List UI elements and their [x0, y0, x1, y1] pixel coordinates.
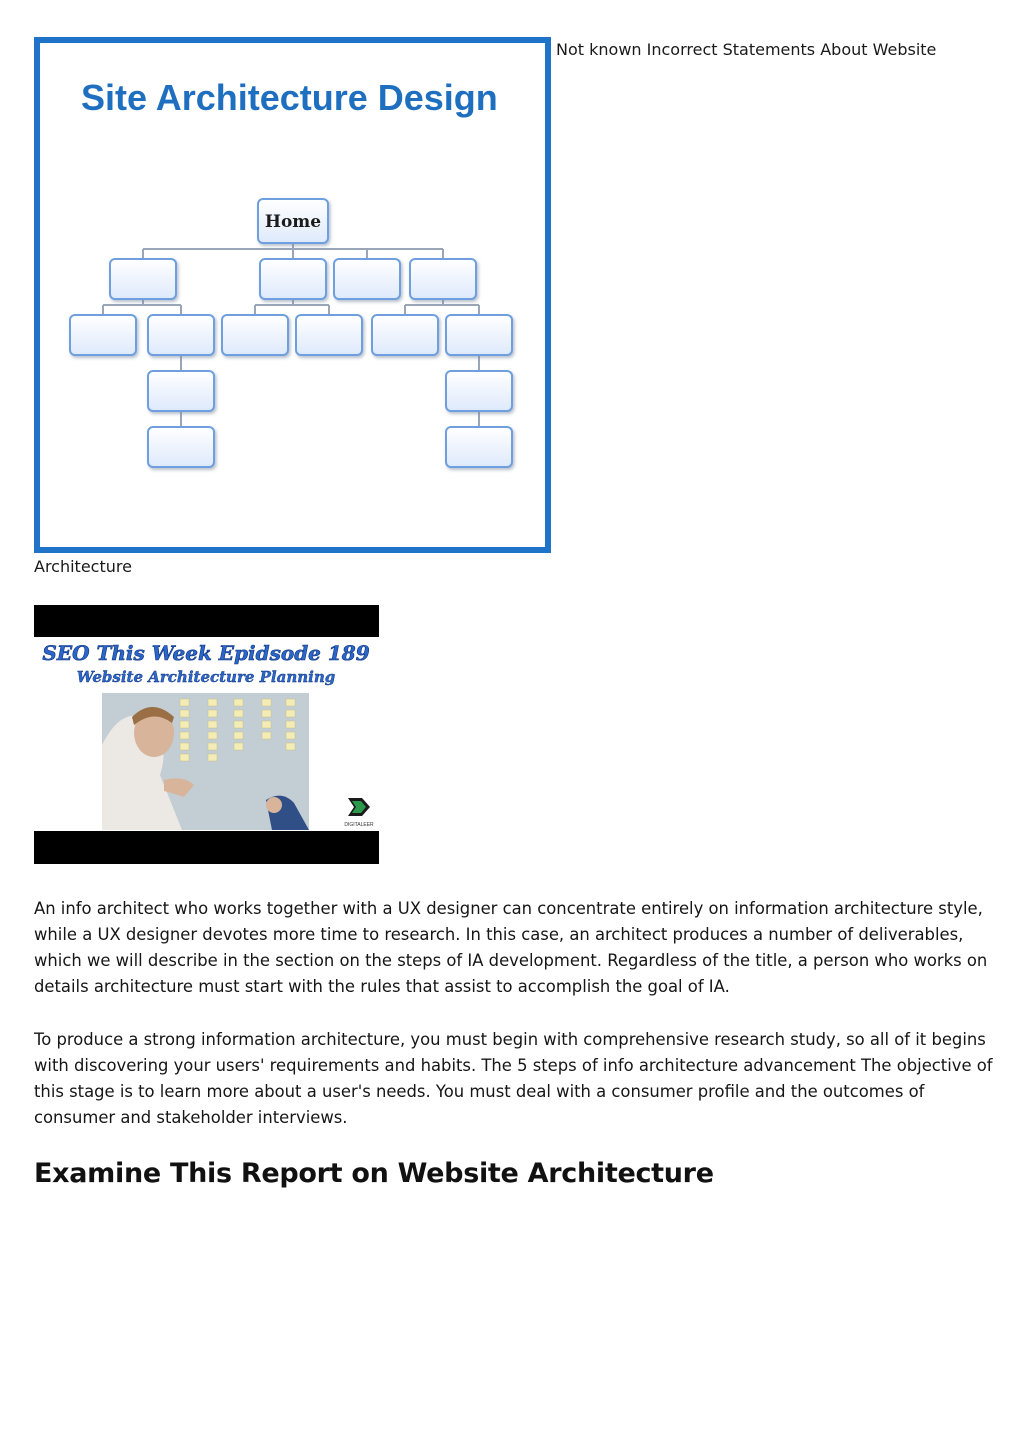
- page-node-box: [148, 371, 214, 411]
- page-node-box: [334, 259, 400, 299]
- sticky-note: [208, 743, 217, 750]
- page-node-box: [260, 259, 326, 299]
- seo-video-thumbnail[interactable]: [34, 605, 379, 864]
- sticky-note: [234, 721, 243, 728]
- image-caption-side: Not known Incorrect Statements About Website: [556, 40, 937, 59]
- page-node-box: [410, 259, 476, 299]
- sticky-note: [286, 710, 295, 717]
- sticky-note: [262, 721, 271, 728]
- page-node-box: [222, 315, 288, 355]
- paragraph-1: An info architect who works together with a UX designer can concentrate entirely on information architecture style, while a UX designer devotes more time to research. In this case, an architect produces a number of deliverables, which we will describe in the section on the steps of IA development. Regardless of the title, a person who works on details architecture must start with the rules that assist to accomplish the goal of IA.: [34, 899, 988, 996]
- episode-subtitle: Website Architecture Planning: [76, 668, 336, 686]
- sticky-note: [234, 710, 243, 717]
- section-heading: Examine This Report on Website Architecture: [34, 1158, 714, 1189]
- sticky-note: [208, 732, 217, 739]
- image-caption-below: Architecture: [34, 557, 132, 576]
- sticky-note: [262, 732, 271, 739]
- sticky-note: [208, 699, 217, 706]
- sticky-note: [180, 743, 189, 750]
- page-node-box: [110, 259, 176, 299]
- page-node-box: [296, 315, 362, 355]
- page-node-box: [148, 427, 214, 467]
- sticky-note: [208, 710, 217, 717]
- sticky-note: [180, 721, 189, 728]
- sticky-note: [180, 754, 189, 761]
- home-node-label: Home: [264, 212, 322, 232]
- sticky-note: [262, 699, 271, 706]
- page-node-box: [446, 371, 512, 411]
- paragraph-2: To produce a strong information architecture, you must begin with comprehensive research study, so all of it begins with discovering your users' requirements and habits. The 5 steps of info architecture advancement The objective of this stage is to learn more about a user's needs. You must deal with a consumer profile and the outcomes of consumer and stakeholder interviews.: [34, 1030, 993, 1127]
- site-architecture-diagram-image: [34, 37, 551, 553]
- sticky-note: [286, 743, 295, 750]
- sticky-note: [286, 699, 295, 706]
- sticky-note: [286, 732, 295, 739]
- video-thumbnail-art: [34, 605, 379, 864]
- sticky-note: [208, 721, 217, 728]
- sticky-note: [286, 721, 295, 728]
- page-node-box: [372, 315, 438, 355]
- sticky-note: [180, 699, 189, 706]
- whiteboard-photo: [102, 693, 309, 830]
- episode-title: SEO This Week Epidsode 189: [42, 641, 370, 665]
- sticky-note: [234, 743, 243, 750]
- sitemap-diagram: [40, 43, 545, 547]
- page-node-box: [446, 315, 512, 355]
- sticky-note: [180, 732, 189, 739]
- diagram-title: Site Architecture Design: [81, 77, 498, 118]
- brand-name: DIGITALEER: [344, 822, 374, 828]
- sticky-note: [234, 732, 243, 739]
- page-node-box: [70, 315, 136, 355]
- sticky-note: [208, 754, 217, 761]
- sticky-note: [262, 710, 271, 717]
- page-node-box: [148, 315, 214, 355]
- sticky-note: [180, 710, 189, 717]
- page-node-box: [446, 427, 512, 467]
- sticky-note: [234, 699, 243, 706]
